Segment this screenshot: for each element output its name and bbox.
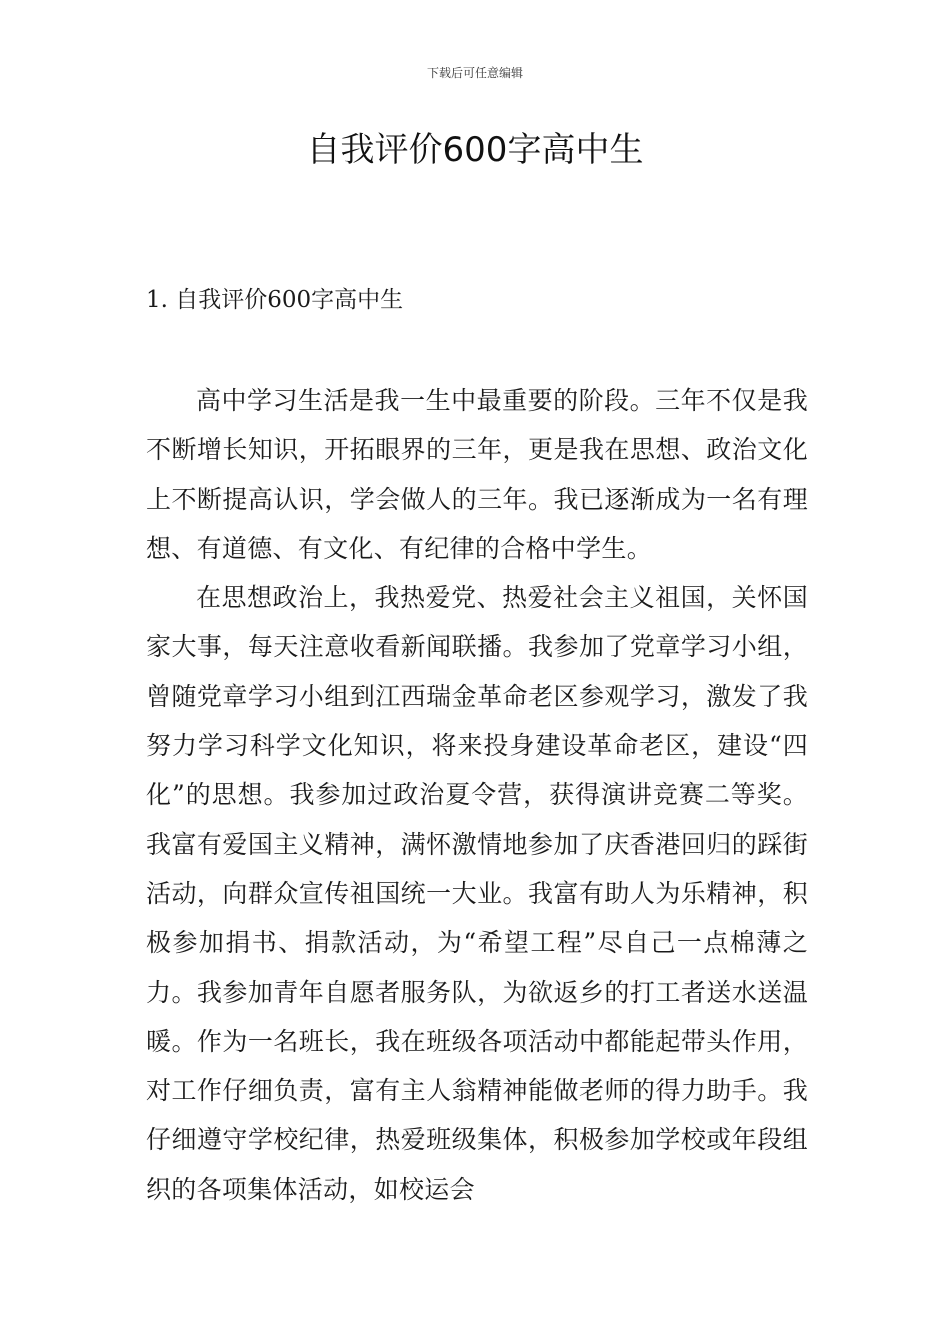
document-title: 自我评价600字高中生 [306,130,644,170]
header-note: 下载后可任意编辑 [426,66,523,80]
paragraph-politics: 在思想政治上，我热爱党、热爱社会主义祖国，关怀国家大事，每天注意收看新闻联播。我参加了党章学习小组，曾随党章学习小组到江西瑞金革命老区参观学习，激发了我努力学习科学文化知识，将来投身建设革命老区，建设“四化”的思想。我参加过政治夏令营，获得演讲竞赛二等奖。我富有爱国主义精神，满怀激情地参加了庆香港回归的踩街活动，向群众宣传祖国统一大业。我富有助人为乐精神，积极参加捐书、捐款活动，为“希望工程”尽自己一点棉薄之力。我参加青年自愿者服务队，为欲返乡的打工者送水送温暖。作为一名班长，我在班级各项活动中都能起带头作用，对工作仔细负责，富有主人翁精神能做老师的得力助手。我仔细遵守学校纪律，热爱班级集体，积极参加学校或年段组织的各项集体活动，如校运会 [146,583,808,1204]
body-text [146,376,808,1214]
section-heading: 1. 自我评价600字高中生 [146,287,404,313]
paragraph-intro: 高中学习生活是我一生中最重要的阶段。三年不仅是我不断增长知识，开拓眼界的三年，更是我在思想、政治文化上不断提高认识，学会做人的三年。我已逐渐成为一名有理想、有道德、有文化、有纪律的合格中学生。 [146,386,808,563]
